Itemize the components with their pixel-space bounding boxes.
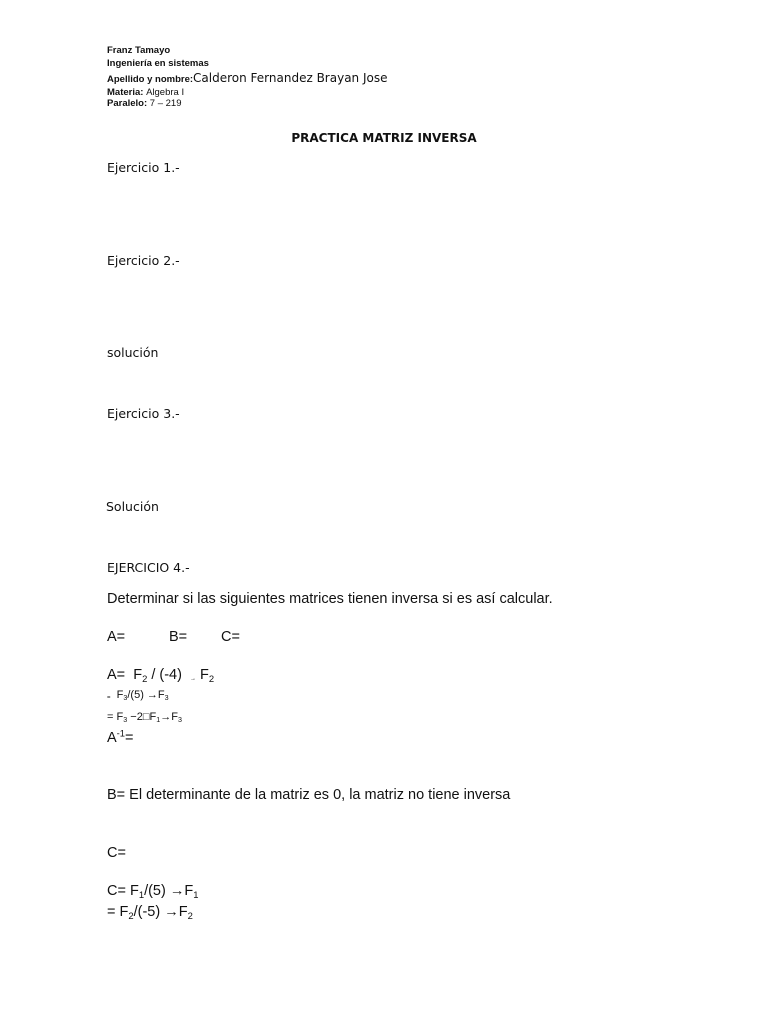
exercise-3-solution-heading: Solución — [106, 499, 159, 514]
exercise-1-heading: Ejercicio 1.- — [107, 160, 180, 175]
matrix-a-label: A= — [107, 629, 126, 645]
student-name-line — [107, 72, 387, 85]
arrow-icon: → — [164, 904, 179, 920]
career-name: Ingeniería en sistemas — [107, 58, 209, 69]
exercise-4-prompt: Determinar si las siguientes matrices tienen inversa si es así calcular. — [107, 591, 553, 607]
name-label: Apellido y nombre: — [107, 74, 194, 85]
subject-line — [107, 88, 184, 98]
exercise-2-heading: Ejercicio 2.- — [107, 253, 180, 268]
subject-label: Materia: — [107, 87, 144, 98]
group-label: Paralelo: — [107, 98, 148, 109]
subject-value: Algebra I — [146, 87, 185, 98]
page-title: PRACTICA MATRIZ INVERSA — [291, 131, 477, 145]
matrix-b-label: B= — [169, 629, 188, 645]
institution-name: Franz Tamayo — [107, 45, 171, 56]
matrix-c-label: C= — [221, 629, 240, 645]
exercise-3-heading: Ejercicio 3.- — [107, 406, 180, 421]
matrix-c-heading: C= — [107, 845, 126, 861]
exercise-2-solution-heading: solución — [107, 345, 159, 360]
matrix-a-step-1: $A= F_2 / (-4) \to F_2$ — [107, 667, 215, 684]
matrix-c-step-2: = $F_2/(-5) \to F_2$ — [107, 904, 193, 921]
group-value: 7 – 219 — [149, 98, 182, 109]
matrix-a-step-2: = $F_3/(5) \to F_3$ — [107, 689, 169, 703]
group-line — [107, 99, 181, 109]
matrix-a-step-3: = $F_3$ $-2□F_1\to F_3$ — [107, 711, 182, 725]
name-value: Calderon Fernandez Brayan Jose — [193, 71, 388, 85]
exercise-4-heading: EJERCICIO 4.- — [107, 560, 190, 575]
arrow-icon: → — [190, 676, 196, 683]
matrix-b-result: B= El determinante de la matriz es 0, la matriz no tiene inversa — [107, 787, 511, 803]
arrow-icon: → — [146, 689, 158, 701]
arrow-icon: → — [160, 711, 172, 723]
missing-glyph-box: □ — [142, 711, 150, 723]
matrix-c-step-1: $C= F_1/(5) \to F_1$ — [107, 883, 199, 900]
matrix-a-inverse-label: $A^{-1}=$ — [107, 727, 134, 746]
arrow-icon: → — [169, 883, 185, 899]
